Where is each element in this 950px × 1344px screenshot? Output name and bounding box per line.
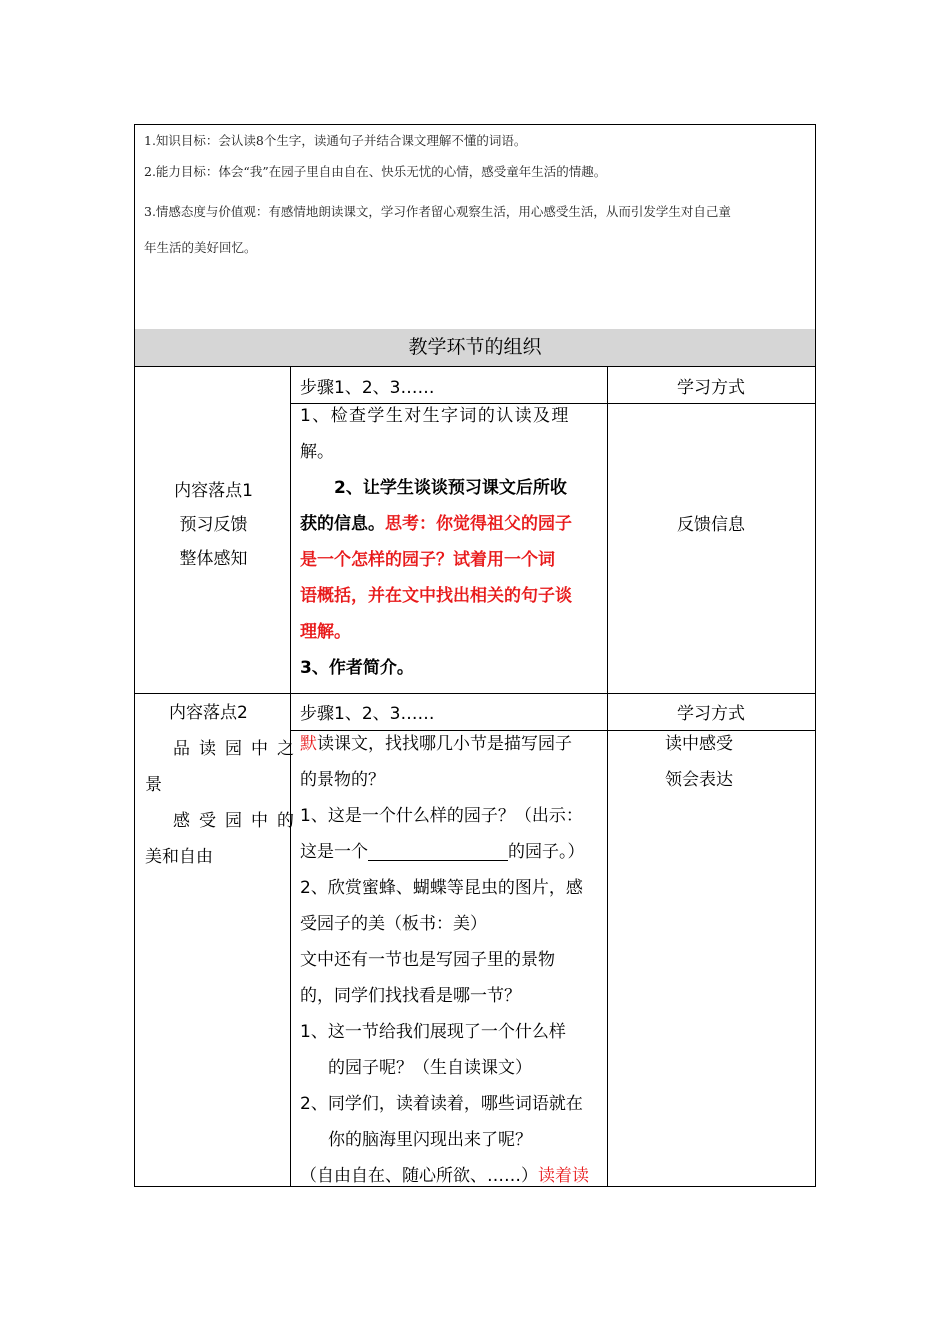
part2-label-cell: 内容落点2 品读园中之 景 感受园中的 美和自由 <box>134 693 291 1187</box>
part1-method-value: 反馈信息 <box>677 515 745 535</box>
part2-method-header: 学习方式 <box>607 693 816 731</box>
part2-steps-header: 步骤1、2、3…… <box>290 693 608 731</box>
objective-emotion: 3.情感态度与价值观：有感情地朗读课文，学习作者留心观察生活，用心感受生活，从而引发学生对自己童 年生活的美好回忆。 <box>144 204 731 255</box>
part2-method-line-2: 领会表达 <box>665 770 733 790</box>
part1-steps-header: 步骤1、2、3…… <box>290 367 608 404</box>
part1-label: 内容落点1 预习反馈 整体感知 <box>174 481 253 569</box>
part2-method-cell <box>607 730 816 1187</box>
part1-method-cell <box>607 403 816 694</box>
objective-knowledge: 1.知识目标：会认读8个生字，读通句子并结合课文理解不懂的词语。 <box>144 133 527 148</box>
part1-content-cell: 1、检查学生对生字词的认读及理 解。 2、让学生谈谈预习课文后所收 获的信息。思考：你觉得祖父的园子 是一个怎样的园子？试着用一个词 语概括，并在文中找出相关的句子谈 理解。 3、作者简介。 <box>290 403 608 694</box>
part2-content-cell: 默读课文，找找哪几小节是描写园子 的景物的？ 1、这是一个什么样的园子？（出示： 这是一个 的园子。） 2、欣赏蜜蜂、蝴蝶等昆虫的图片，感 受园子的美（板书：美） 文中还有一节也是写园子里的景物 的，同学们找找看是哪一节？ 1、这一节给我们展现了一个什么样 的园子呢？（生自读课文） 2、同学们，读着读着，哪些词语就在 你的脑海里闪现出来了呢？ （自由自在、随心所欲、……）读着读 <box>290 730 608 1187</box>
section-title: 教学环节的组织 <box>134 329 816 367</box>
part2-method-line-1: 读中感受 <box>665 734 733 754</box>
part1-label-cell <box>134 367 291 694</box>
part1-method-header: 学习方式 <box>607 367 816 404</box>
fill-in-blank <box>368 836 508 861</box>
objective-ability: 2.能力目标：体会“我”在园子里自由自在、快乐无忧的心情，感受童年生活的情趣。 <box>144 164 607 179</box>
objectives-box <box>134 124 816 330</box>
